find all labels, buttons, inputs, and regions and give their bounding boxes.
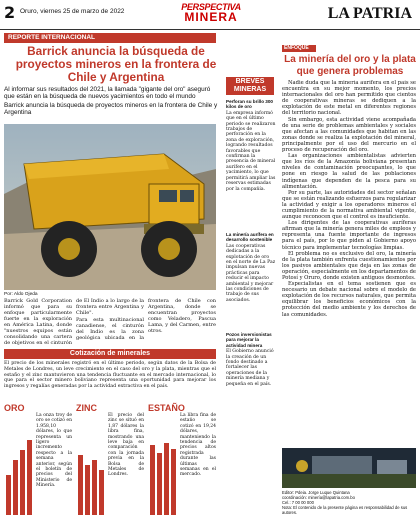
brief-item [226,232,276,327]
logo-line-2: MINERA [184,10,238,24]
brief-title: Pozos inversionistas para mejorar la actividad minera [226,332,272,348]
enfoque-tag: ENFOQUE [282,45,316,52]
page-number: 2 [4,3,16,22]
page-header [0,0,420,30]
article-headline: Barrick anuncia la búsqueda de proyectos mineros en la frontera de Chile y Argentina [15,44,217,84]
editor-line: Editor: Pdeia. Jorge Luque Quintana [282,490,350,495]
brief-item [226,99,276,227]
header-date: Oruro, viernes 25 de marzo de 2022 [20,8,125,15]
enfoque-paragraph: El problema no es exclusivo del oro, la minería de la plata también enfrenta cuestionamientos por los pasivos ambientales que deja en las zonas de operación, especialmente en los departamentos de Potosí y Oruro, donde existen antiguos desmontes. [282,250,416,281]
editor-line: Cel.: 7 00 00 000 [282,500,314,505]
section-tag: REPORTE INTERNACIONAL [4,33,216,43]
metal-name: ZINC [76,403,97,413]
article-paragraph: Para esta multinacional canadiense, el cinturón del Indio es la zona geológica ubicada en la frontera de Chile con Argentina, donde se encuentran proyectos como Veladero, Pascua Lama, y del Carmen, entre otros. [76,298,216,341]
brief-text: El Gobierno anunció la creación de un fondo destinado a fortalecer las operaciones de la minería mediana y pequeña en el país. [226,349,274,387]
cotizacion-title: Cotización de minerales [4,349,216,359]
metal-box-oro [4,403,72,518]
enfoque-body [282,80,416,446]
logo-line-1: PERSPECTIVA [181,2,241,12]
enfoque-paragraph: Las organizaciones ambientalistas advierten que los ríos de la Amazonia boliviana presentan niveles de contaminación preocupantes, lo que pone en riesgo la salud de las poblaciones indígenas que dependen de la pesca para su alimentación. [282,153,416,190]
metal-box-estano [148,403,216,518]
metal-box-zinc [76,403,144,518]
metal-text: La onza troy de oro se cotizó en 1.958,10 dólares, lo que representa un ligero incremento respecto a la semana anterior, según el boletín de precios del Ministerio de Minería. [36,413,72,489]
deck-line-2: Barrick anuncia la búsqueda de proyectos mineros en la frontera de Chile y Argentina [4,101,218,117]
article-deck [4,86,218,117]
enfoque-paragraph: Especialistas en el tema sostienen que es necesario un debate nacional sobre el modelo de explotación de los recursos naturales, que permita equilibrar los beneficios económicos con la protección del medio ambiente y los derechos de las comunidades. [282,281,416,318]
metal-chart-decoration [76,415,106,515]
brief-title: Perforan su brillo 300 kilos de oro [226,99,273,110]
deck-line-1: Al informar sus resultados del 2021, la llamada "gigante del oro" aseguró que están en la búsqueda de nuevos yacimientos en todo el mundo [4,86,211,101]
metal-name: ESTAÑO [148,403,185,413]
enfoque-paragraph: Sin embargo, esta actividad viene acompañada de una serie de problemas ambientales y sociales que afectan a las comunidades que habitan en las zonas donde se realiza la explotación del mineral, principalmente por el uso del mercurio en el proceso de recuperación del oro. [282,116,416,154]
enfoque-paragraph: Nadie duda que la minería aurífera en el país se encuentra en su mejor momento, los precios internacionales del oro han permitido que cientos de cooperativas mineras se dediquen a la explotación de este metal en diferentes regiones del territorio nacional. [282,80,416,117]
mining-truck-photo [4,124,216,290]
editor-line: coordinación: minería@lapatria.com.bo [282,495,355,500]
breves-title: BREVES MINERAS [226,77,274,95]
brief-title: La minería aurífera en desarrollo sostenible [226,232,274,243]
brief-text: Las cooperativas dedicadas a la explotación de oro en el norte de La Paz impulsan nuevas prácticas para reducir el impacto ambiental y mejorar las condiciones de trabajo de sus asociados. [226,243,276,303]
advertisement-image [282,448,416,488]
article-body [4,298,216,346]
metal-chart-decoration [148,415,178,515]
brief-item [226,332,276,512]
perspectiva-minera-logo [178,2,244,24]
editor-credits [282,490,416,515]
photo-credit: Por: Aldo Ojeda [4,292,38,297]
enfoque-headline: La minería del oro y la plata que genera problemas [284,54,416,77]
brief-text: La empresa informó que en el último periodo se realizaron trabajos de perforación en la zona de exploración, logrando resultados favorables que confirman la presencia de mineral aurífero en el yacimiento, lo que permitirá ampliar las reservas estimadas por la compañía. [226,110,276,192]
enfoque-paragraph: Los dirigentes de las cooperativas auríferas afirman que la minería genera miles de empleos y representa una fuente importante de ingresos para el país, por lo que piden al Gobierno apoyo técnico para implementar tecnologías limpias. [282,220,416,251]
enfoque-paragraph: Por su parte, las autoridades del sector señalan que se están realizando esfuerzos para regularizar la actividad y exigir a los operadores mineros el cumplimiento de la normativa ambiental vigente, aunque reconocen que el control es insuficiente. [282,189,416,221]
editor-note: Nota: El contenido de la presente página es responsabilidad de sus autores. [282,505,408,515]
metal-name: ORO [4,403,25,413]
metal-chart-decoration [4,415,34,515]
cotizacion-intro: El precio de los minerales registró en el último periodo, según datos de la Bolsa de Metales de Londres, un leve crecimiento en el caso del oro y la plata, mientras que el estaño y el zinc mantuvieron una tendencia fluctuante en el mercado internacional, lo que para el sector minero boliviano representa una oportunidad para mejorar los ingresos y regalías generadas por la actividad extractiva en el país. [4,361,216,390]
article-paragraph: Barrick Gold Corporation informó que para su enfoque particularmente fuerte en la exploración en América Latina, donde "nuestros equipos están consolidando una cartera de objetivos en el cinturón de El Indio a lo largo de la frontera entre Argentina y Chile". [4,298,144,346]
newspaper-name: LA PATRIA [327,5,412,22]
metal-text: El precio del zinc se situó en 1,87 dólares la libra fina, mostrando una leve baja en comparación con la jornada previa en la Bolsa de Metales de Londres. [108,413,144,478]
metal-text: La libra fina de estaño se cotizó en 19,24 dólares, manteniendo la tendencia de precios altos registrada durante las últimas semanas en el mercado. [180,413,216,478]
